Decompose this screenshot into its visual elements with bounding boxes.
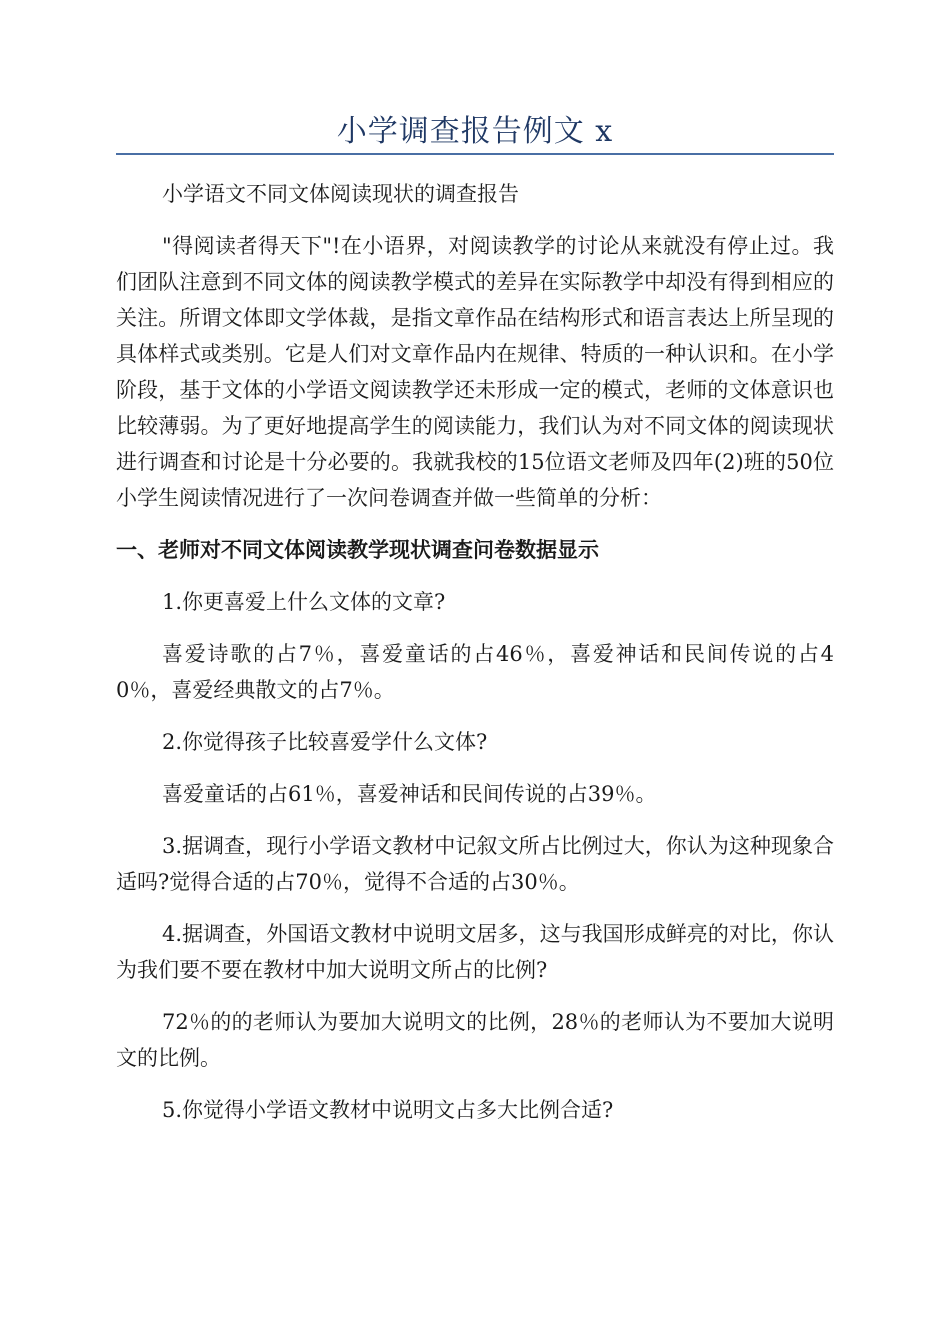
question-5: 5.你觉得小学语文教材中说明文占多大比例合适? — [162, 1098, 614, 1122]
report-subtitle: 小学语文不同文体阅读现状的调查报告 — [162, 182, 519, 206]
question-4: 4.据调查，外国语文教材中说明文居多，这与我国形成鲜亮的对比，你认为我们要不要在教材中加大说明文所占的比例? — [116, 922, 834, 982]
section-heading: 一、老师对不同文体阅读教学现状调查问卷数据显示 — [116, 538, 599, 562]
answer-4: 72％的的老师认为要加大说明文的比例，28％的老师认为不要加大说明文的比例。 — [116, 1010, 834, 1070]
document-body — [116, 176, 834, 1128]
answer-1: 喜爱诗歌的占7％，喜爱童话的占46％，喜爱神话和民间传说的占40％，喜爱经典散文的占7％。 — [116, 642, 834, 702]
question-3: 3.据调查，现行小学语文教材中记叙文所占比例过大，你认为这种现象合适吗?觉得合适的占70％，觉得不合适的占30％。 — [116, 834, 834, 894]
question-2: 2.你觉得孩子比较喜爱学什么文体? — [162, 730, 488, 754]
title-underline — [116, 153, 834, 155]
question-1: 1.你更喜爱上什么文体的文章? — [162, 590, 446, 614]
intro-paragraph: "得阅读者得天下"!在小语界，对阅读教学的讨论从来就没有停止过。我们团队注意到不同文体的阅读教学模式的差异在实际教学中却没有得到相应的关注。所谓文体即文学体裁，是指文章作品在结构形式和语言表达上所呈现的具体样式或类别。它是人们对文章作品内在规律、特质的一种认识和。在小学阶段，基于文体的小学语文阅读教学还未形成一定的模式，老师的文体意识也比较薄弱。为了更好地提高学生的阅读能力，我们认为对不同文体的阅读现状进行调查和讨论是十分必要的。我就我校的15位语文老师及四年(2)班的50位小学生阅读情况进行了一次问卷调查并做一些简单的分析： — [116, 234, 834, 510]
answer-2: 喜爱童话的占61％，喜爱神话和民间传说的占39％。 — [162, 782, 657, 806]
document-title: 小学调查报告例文 x — [336, 114, 614, 149]
